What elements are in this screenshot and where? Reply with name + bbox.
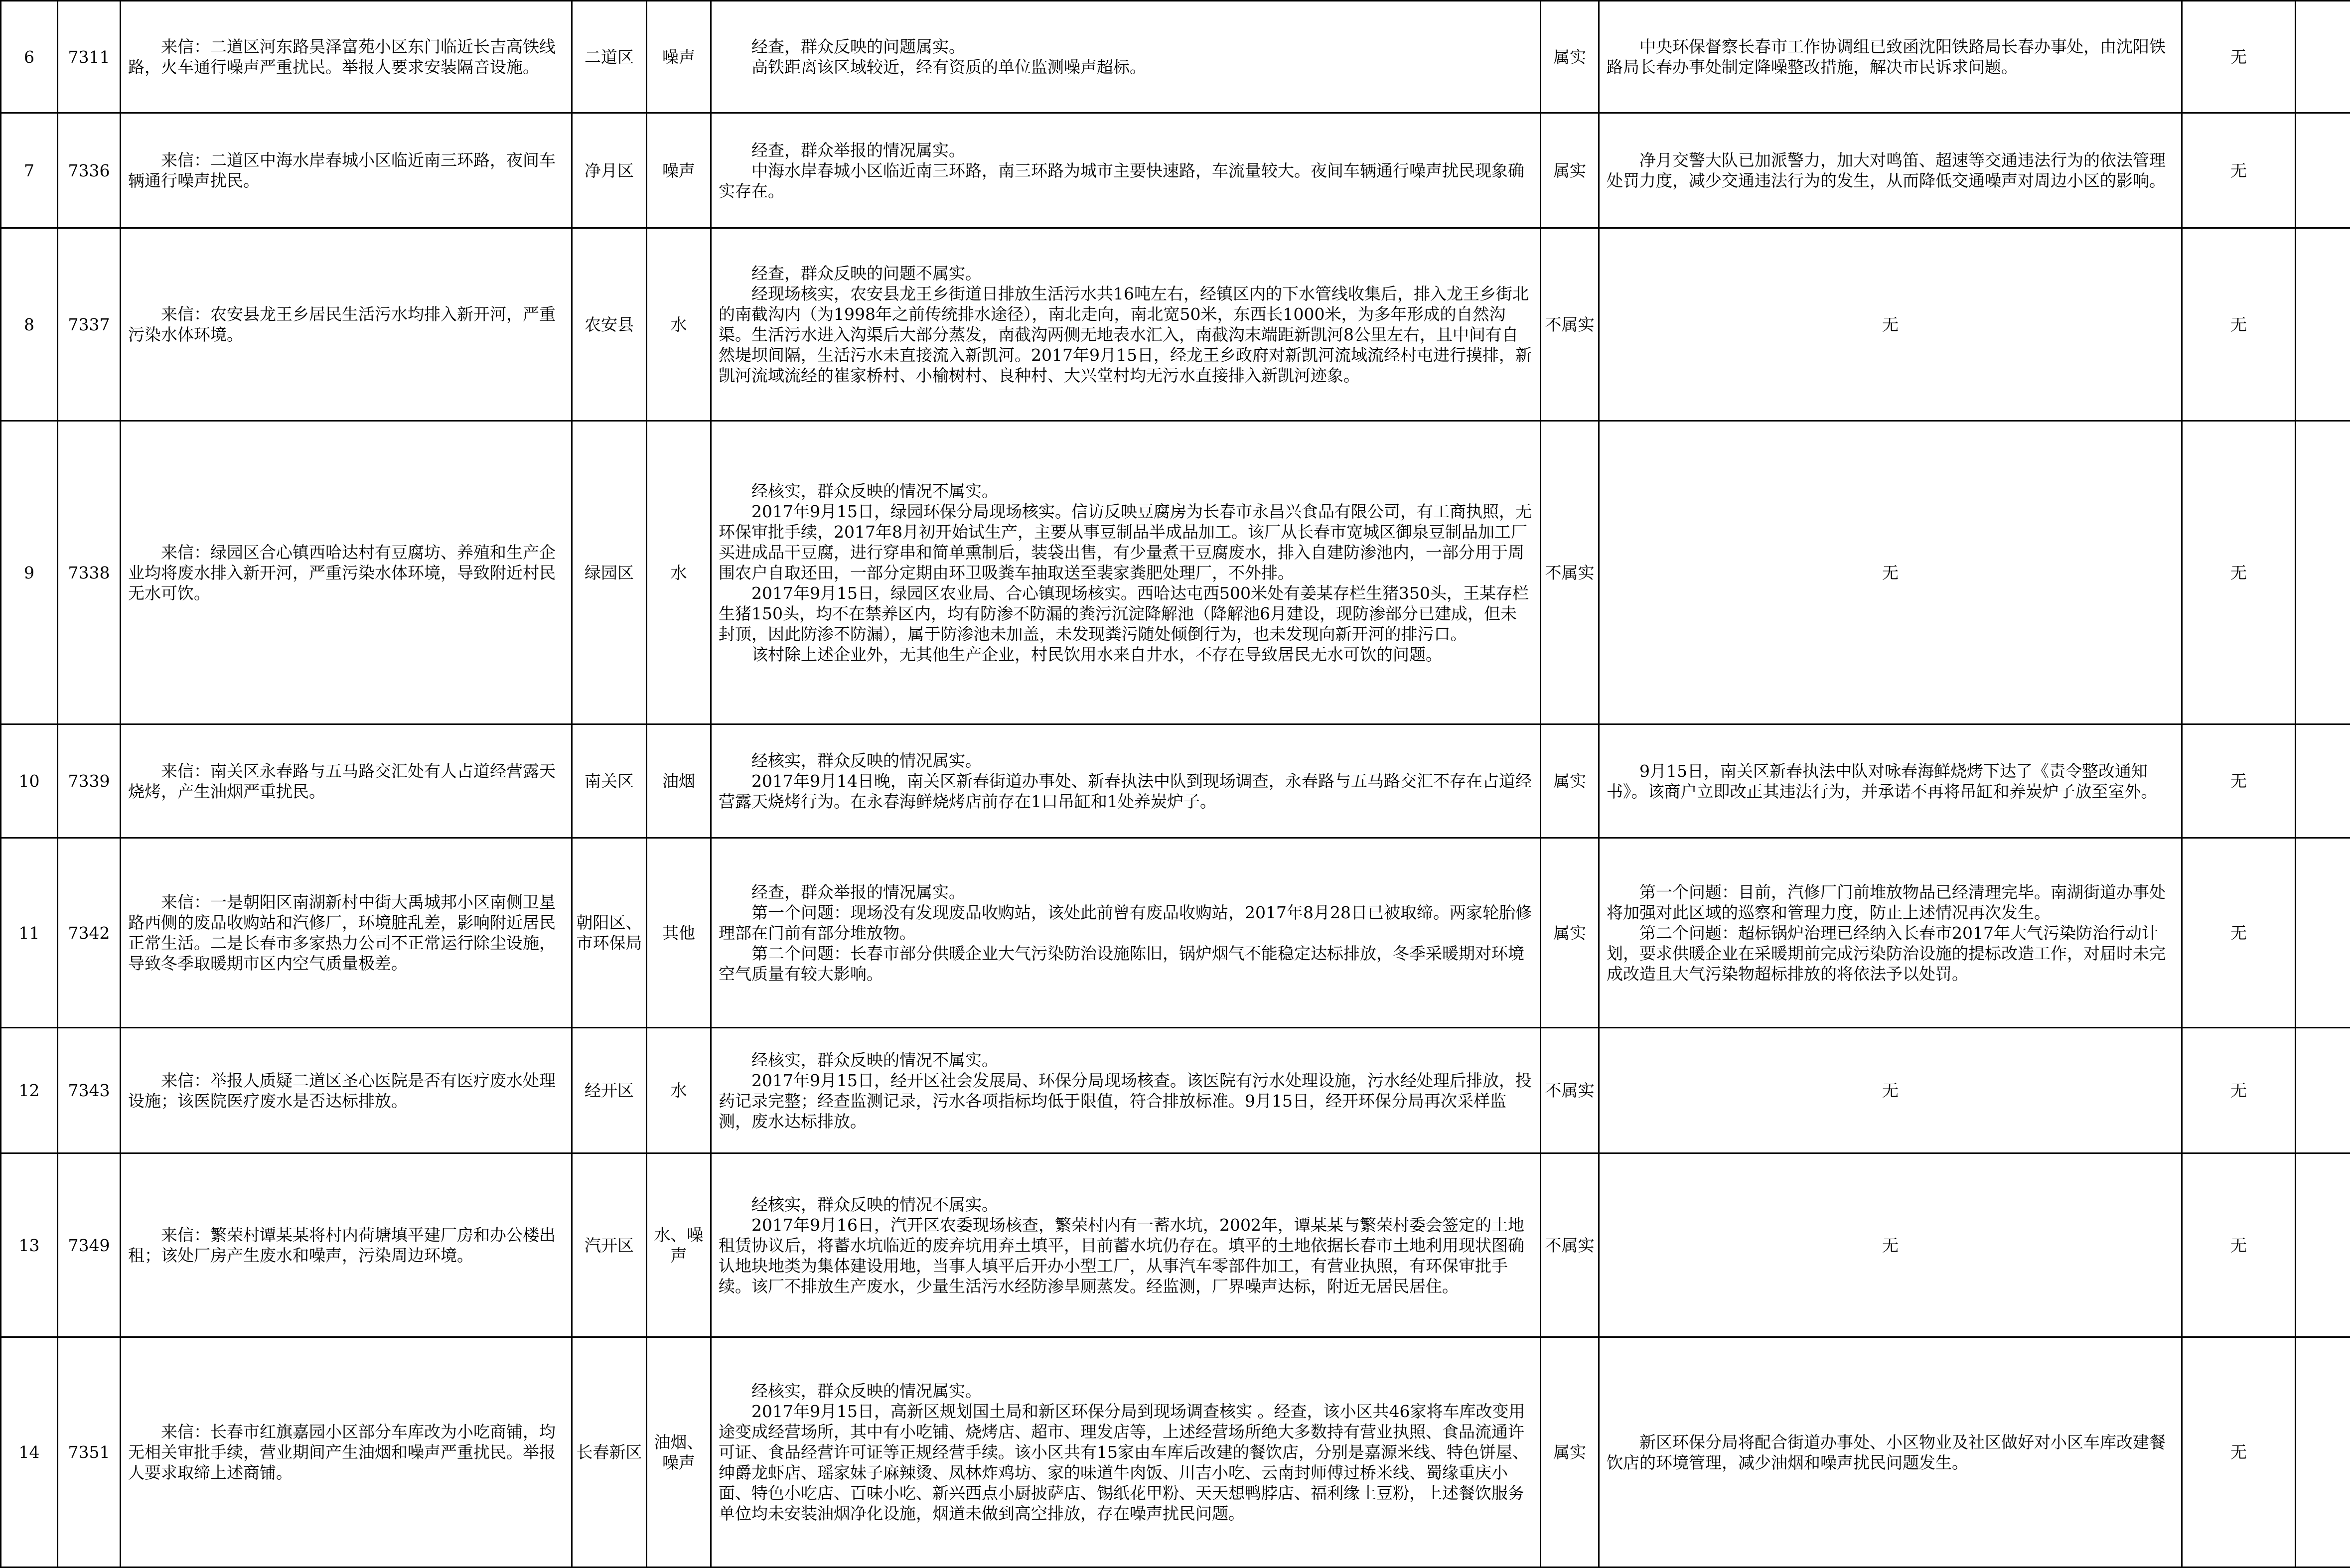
complaint-letter-cell	[121, 724, 572, 838]
accountability-cell: 无	[2182, 1337, 2296, 1568]
trailing-empty-cell	[2296, 113, 2350, 228]
row-number-cell: 6	[1, 1, 58, 113]
handling-action-cell: 无	[1599, 421, 2182, 724]
row-number-cell: 14	[1, 1337, 58, 1568]
handling-action-cell: 无	[1599, 1028, 2182, 1153]
investigation-findings-cell-paragraph: 经查，群众举报的情况属实。	[719, 140, 1533, 160]
table-row	[1, 1153, 2350, 1337]
complaint-letter-cell	[121, 421, 572, 724]
complaint-code-cell: 7337	[58, 228, 121, 421]
verdict-cell: 不属实	[1541, 421, 1599, 724]
row-number-cell: 13	[1, 1153, 58, 1337]
row-number-cell: 10	[1, 724, 58, 838]
complaint-letter-text: 来信：南关区永春路与五马路交汇处有人占道经营露天烧烤，产生油烟严重扰民。	[128, 761, 564, 802]
handling-action-cell	[1599, 1, 2182, 113]
district-cell: 净月区	[572, 113, 647, 228]
investigation-findings-cell-paragraph: 经核实，群众反映的情况不属实。	[719, 481, 1533, 501]
table-row	[1, 228, 2350, 421]
investigation-findings-cell	[711, 113, 1541, 228]
investigation-findings-cell-paragraph: 经核实，群众反映的情况属实。	[719, 1381, 1533, 1401]
investigation-findings-cell-paragraph: 该村除上述企业外，无其他生产企业，村民饮用水来自井水，不存在导致居民无水可饮的问题。	[719, 644, 1533, 665]
row-number-cell: 9	[1, 421, 58, 724]
table-row	[1, 724, 2350, 838]
complaint-code-cell: 7342	[58, 838, 121, 1028]
complaint-letter-text: 来信：农安县龙王乡居民生活污水均排入新开河，严重污染水体环境。	[128, 304, 564, 345]
investigation-findings-cell-paragraph: 2017年9月16日，汽开区农委现场核查，繁荣村内有一蓄水坑，2002年，谭某某与繁荣村委会签定的土地租赁协议后，将蓄水坑临近的废弃坑用弃土填平，目前蓄水坑仍存在。填平的土地依据长春市土地利用现状图确认地块地类为集体建设用地，当事人填平后开办小型工厂，从事汽车零部件加工，有营业执照，有环保审批手续。该厂不排放生产废水，少量生活污水经防渗旱厕蒸发。经监测，厂界噪声达标，附近无居民居住。	[719, 1215, 1533, 1296]
accountability-cell: 无	[2182, 1153, 2296, 1337]
pollution-type-cell: 水、噪声	[647, 1153, 711, 1337]
complaint-code-cell: 7339	[58, 724, 121, 838]
investigation-findings-cell-paragraph: 经核实，群众反映的情况不属实。	[719, 1194, 1533, 1215]
table-row	[1, 421, 2350, 724]
complaint-letter-cell	[121, 228, 572, 421]
handling-action-cell	[1599, 724, 2182, 838]
district-cell: 长春新区	[572, 1337, 647, 1568]
accountability-cell: 无	[2182, 838, 2296, 1028]
district-cell: 南关区	[572, 724, 647, 838]
investigation-findings-cell-paragraph: 经核实，群众反映的情况不属实。	[719, 1050, 1533, 1070]
accountability-cell: 无	[2182, 1, 2296, 113]
complaint-letter-text: 来信：一是朝阳区南湖新村中街大禹城邦小区南侧卫星路西侧的废品收购站和汽修厂，环境脏乱差，影响附近居民正常生活。二是长春市多家热力公司不正常运行除尘设施，导致冬季取暖期市区内空气质量极差。	[128, 892, 564, 974]
handling-action-cell-paragraph: 第一个问题：目前，汽修厂门前堆放物品已经清理完毕。南湖街道办事处将加强对此区域的巡察和管理力度，防止上述情况再次发生。	[1607, 882, 2174, 923]
investigation-findings-cell	[711, 228, 1541, 421]
trailing-empty-cell	[2296, 228, 2350, 421]
district-cell: 绿园区	[572, 421, 647, 724]
complaint-letter-cell	[121, 1028, 572, 1153]
district-cell: 二道区	[572, 1, 647, 113]
district-cell: 朝阳区、市环保局	[572, 838, 647, 1028]
verdict-cell: 属实	[1541, 724, 1599, 838]
investigation-findings-cell-paragraph: 经查，群众反映的问题属实。	[719, 36, 1533, 57]
investigation-findings-cell-paragraph: 2017年9月15日，绿园环保分局现场核实。信访反映豆腐房为长春市永昌兴食品有限公司，有工商执照，无环保审批手续，2017年8月初开始试生产，主要从事豆制品半成品加工。该厂从长春市宽城区御泉豆制品加工厂买进成品干豆腐，进行穿串和简单熏制后，装袋出售，有少量煮干豆腐废水，排入自建防渗池内，一部分用于周围农户自取还田，一部分定期由环卫吸粪车抽取送至裴家粪肥处理厂，不外排。	[719, 501, 1533, 583]
investigation-findings-cell	[711, 724, 1541, 838]
trailing-empty-cell	[2296, 1, 2350, 113]
accountability-cell: 无	[2182, 421, 2296, 724]
handling-action-cell	[1599, 113, 2182, 228]
accountability-cell: 无	[2182, 113, 2296, 228]
row-number-cell: 11	[1, 838, 58, 1028]
verdict-cell: 属实	[1541, 113, 1599, 228]
row-number-cell: 12	[1, 1028, 58, 1153]
handling-action-cell: 无	[1599, 228, 2182, 421]
investigation-findings-cell	[711, 1, 1541, 113]
handling-action-cell-paragraph: 净月交警大队已加派警力，加大对鸣笛、超速等交通违法行为的依法管理处罚力度，减少交通违法行为的发生，从而降低交通噪声对周边小区的影响。	[1607, 150, 2174, 191]
complaint-code-cell: 7343	[58, 1028, 121, 1153]
handling-action-cell	[1599, 838, 2182, 1028]
trailing-empty-cell	[2296, 838, 2350, 1028]
complaint-letter-cell	[121, 838, 572, 1028]
handling-action-cell-paragraph: 中央环保督察长春市工作协调组已致函沈阳铁路局长春办事处，由沈阳铁路局长春办事处制定降噪整改措施，解决市民诉求问题。	[1607, 36, 2174, 77]
complaint-code-cell: 7336	[58, 113, 121, 228]
table-row	[1, 1028, 2350, 1153]
handling-action-cell-paragraph: 9月15日，南关区新春执法中队对咏春海鲜烧烤下达了《责令整改通知书》。该商户立即改正其违法行为，并承诺不再将吊缸和养炭炉子放至室外。	[1607, 761, 2174, 802]
complaint-code-cell: 7311	[58, 1, 121, 113]
complaint-letter-cell	[121, 1153, 572, 1337]
verdict-cell: 不属实	[1541, 1028, 1599, 1153]
handling-action-cell: 无	[1599, 1153, 2182, 1337]
handling-action-cell-paragraph: 新区环保分局将配合街道办事处、小区物业及社区做好对小区车库改建餐饮店的环境管理，减少油烟和噪声扰民问题发生。	[1607, 1432, 2174, 1473]
district-cell: 汽开区	[572, 1153, 647, 1337]
investigation-findings-cell	[711, 421, 1541, 724]
investigation-findings-cell-paragraph: 2017年9月15日，经开区社会发展局、环保分局现场核查。该医院有污水处理设施，污水经处理后排放，投药记录完整；经查监测记录，污水各项指标均低于限值，符合排放标准。9月15日，经开环保分局再次采样监测，废水达标排放。	[719, 1070, 1533, 1132]
complaint-code-cell: 7351	[58, 1337, 121, 1568]
accountability-cell: 无	[2182, 724, 2296, 838]
table-row	[1, 838, 2350, 1028]
trailing-empty-cell	[2296, 1028, 2350, 1153]
investigation-findings-cell	[711, 1337, 1541, 1568]
pollution-type-cell: 其他	[647, 838, 711, 1028]
table-row	[1, 1, 2350, 113]
complaint-letter-text: 来信：举报人质疑二道区圣心医院是否有医疗废水处理设施；该医院医疗废水是否达标排放。	[128, 1070, 564, 1111]
investigation-findings-cell-paragraph: 中海水岸春城小区临近南三环路，南三环路为城市主要快速路，车流量较大。夜间车辆通行噪声扰民现象确实存在。	[719, 160, 1533, 201]
row-number-cell: 8	[1, 228, 58, 421]
pollution-type-cell: 油烟、噪声	[647, 1337, 711, 1568]
accountability-cell: 无	[2182, 1028, 2296, 1153]
complaint-letter-text: 来信：长春市红旗嘉园小区部分车库改为小吃商铺，均无相关审批手续，营业期间产生油烟和噪声严重扰民。举报人要求取缔上述商铺。	[128, 1422, 564, 1483]
trailing-empty-cell	[2296, 1337, 2350, 1568]
pollution-type-cell: 噪声	[647, 113, 711, 228]
investigation-findings-cell	[711, 1028, 1541, 1153]
handling-action-cell-paragraph: 第二个问题：超标锅炉治理已经纳入长春市2017年大气污染防治行动计划，要求供暖企业在采暖期前完成污染防治设施的提标改造工作，对届时未完成改造且大气污染物超标排放的将依法予以处罚。	[1607, 923, 2174, 984]
complaint-letter-cell	[121, 1, 572, 113]
investigation-findings-cell	[711, 838, 1541, 1028]
investigation-findings-cell-paragraph: 2017年9月15日，绿园区农业局、合心镇现场核实。西哈达屯西500米处有姜某存栏生猪350头，王某存栏生猪150头，均不在禁养区内，均有防渗不防漏的粪污沉淀降解池（降解池6月建设，现防渗部分已建成，但未封顶，因此防渗不防漏），属于防渗池未加盖，未发现粪污随处倾倒行为，也未发现向新开河的排污口。	[719, 583, 1533, 644]
pollution-type-cell: 水	[647, 1028, 711, 1153]
verdict-cell: 属实	[1541, 1337, 1599, 1568]
pollution-type-cell: 水	[647, 421, 711, 724]
table-body	[1, 1, 2350, 1568]
complaint-code-cell: 7349	[58, 1153, 121, 1337]
trailing-empty-cell	[2296, 1153, 2350, 1337]
table-row	[1, 1337, 2350, 1568]
investigation-findings-cell-paragraph: 经现场核实，农安县龙王乡街道日排放生活污水共16吨左右，经镇区内的下水管线收集后，排入龙王乡街北的南截沟内（为1998年之前传统排水途径），南北走向，南北宽50米，东西长1000米，为多年形成的自然沟渠。生活污水进入沟渠后大部分蒸发，南截沟两侧无地表水汇入，南截沟末端距新凯河8公里左右，且中间有自然堤坝间隔，生活污水未直接流入新凯河。2017年9月15日，经龙王乡政府对新凯河流域流经村屯进行摸排，新凯河流域流经的崔家桥村、小榆树村、良种村、大兴堂村均无污水直接排入新凯河迹象。	[719, 284, 1533, 386]
pollution-type-cell: 油烟	[647, 724, 711, 838]
investigation-findings-cell-paragraph: 2017年9月14日晚，南关区新春街道办事处、新春执法中队到现场调查，永春路与五马路交汇不存在占道经营露天烧烤行为。在永春海鲜烧烤店前存在1口吊缸和1处养炭炉子。	[719, 771, 1533, 812]
verdict-cell: 不属实	[1541, 1153, 1599, 1337]
complaint-letter-text: 来信：二道区中海水岸春城小区临近南三环路，夜间车辆通行噪声扰民。	[128, 150, 564, 191]
trailing-empty-cell	[2296, 421, 2350, 724]
complaint-letter-text: 来信：繁荣村谭某某将村内荷塘填平建厂房和办公楼出租；该处厂房产生废水和噪声，污染周边环境。	[128, 1225, 564, 1266]
verdict-cell: 属实	[1541, 838, 1599, 1028]
investigation-findings-cell-paragraph: 2017年9月15日，高新区规划国土局和新区环保分局到现场调查核实 。经查，该小区共46家将车库改变用途变成经营场所，其中有小吃铺、烧烤店、超市、理发店等，上述经营场所绝大多数持有营业执照、食品流通许可证、食品经营许可证等正规经营手续。该小区共有15家由车库后改建的餐饮店，分别是嘉源米线、特色饼屋、绅爵龙虾店、瑶家妹子麻辣烫、凤林炸鸡坊、家的味道牛肉饭、川吉小吃、云南封师傅过桥米线、蜀缘重庆小面、特色小吃店、百味小吃、新兴西点小厨披萨店、锡纸花甲粉、天天想鸭脖店、福利缘土豆粉，上述餐饮服务单位均未安装油烟净化设施，烟道未做到高空排放，存在噪声扰民问题。	[719, 1401, 1533, 1524]
complaint-letter-cell	[121, 113, 572, 228]
investigation-findings-cell-paragraph: 第一个问题：现场没有发现废品收购站，该处此前曾有废品收购站，2017年8月28日已被取缔。两家轮胎修理部在门前有部分堆放物。	[719, 902, 1533, 943]
table-row	[1, 113, 2350, 228]
verdict-cell: 属实	[1541, 1, 1599, 113]
district-cell: 经开区	[572, 1028, 647, 1153]
pollution-type-cell: 水	[647, 228, 711, 421]
row-number-cell: 7	[1, 113, 58, 228]
complaint-letter-text: 来信：绿园区合心镇西哈达村有豆腐坊、养殖和生产企业均将废水排入新开河，严重污染水体环境，导致附近村民无水可饮。	[128, 542, 564, 603]
investigation-findings-cell	[711, 1153, 1541, 1337]
pollution-type-cell: 噪声	[647, 1, 711, 113]
district-cell: 农安县	[572, 228, 647, 421]
handling-action-cell	[1599, 1337, 2182, 1568]
investigation-findings-cell-paragraph: 经核实，群众反映的情况属实。	[719, 750, 1533, 771]
trailing-empty-cell	[2296, 724, 2350, 838]
investigation-findings-cell-paragraph: 第二个问题：长春市部分供暖企业大气污染防治设施陈旧，锅炉烟气不能稳定达标排放，冬季采暖期对环境空气质量有较大影响。	[719, 943, 1533, 984]
investigation-findings-cell-paragraph: 经查，群众举报的情况属实。	[719, 882, 1533, 902]
complaint-letter-cell	[121, 1337, 572, 1568]
complaint-code-cell: 7338	[58, 421, 121, 724]
investigation-findings-cell-paragraph: 高铁距离该区域较近，经有资质的单位监测噪声超标。	[719, 57, 1533, 77]
complaint-letter-text: 来信：二道区河东路昊泽富苑小区东门临近长吉高铁线路，火车通行噪声严重扰民。举报人要求安装隔音设施。	[128, 36, 564, 77]
investigation-findings-cell-paragraph: 经查，群众反映的问题不属实。	[719, 263, 1533, 284]
accountability-cell: 无	[2182, 228, 2296, 421]
verdict-cell: 不属实	[1541, 228, 1599, 421]
